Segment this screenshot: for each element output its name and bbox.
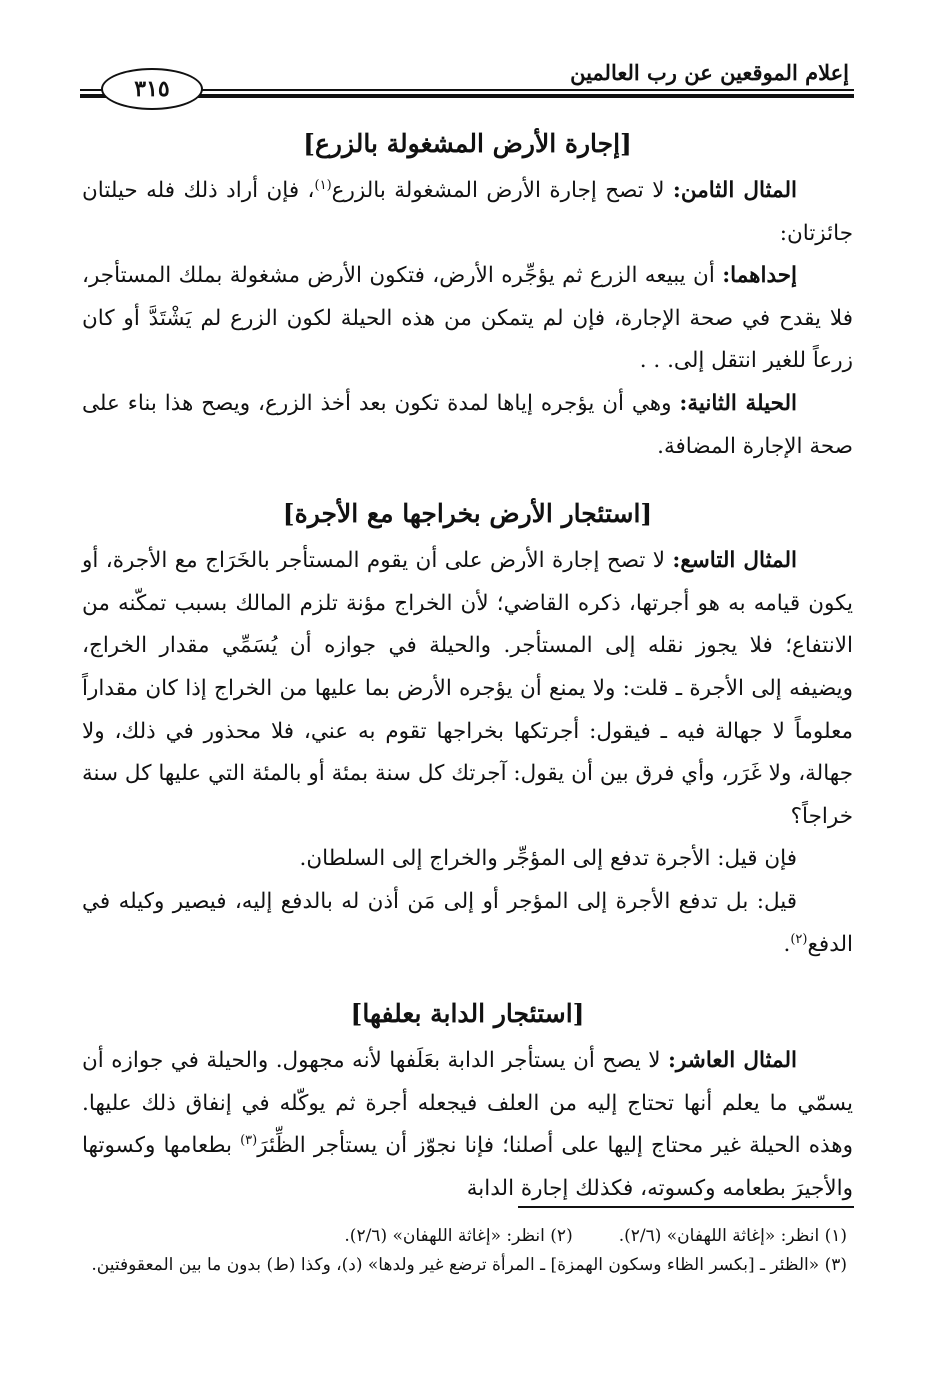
- footnote-row: [86, 1222, 847, 1251]
- section-heading-land-with-crops: [إجارة الأرض المشغولة بالزرع]: [303, 129, 632, 158]
- paragraph-lead: إحداهما:: [722, 263, 797, 289]
- paragraph-lead: المثال العاشر:: [668, 1048, 797, 1074]
- paragraph-lead: المثال التاسع:: [672, 548, 798, 574]
- paragraph-text-tail: ، فإن أراد ذلك فله حيلتان جائزتان:: [82, 178, 853, 246]
- footnote-ref-1[interactable]: (١): [314, 177, 332, 193]
- paragraph-example-8: [82, 170, 853, 255]
- footnote-2: (٢) انظر: «إغاثة اللهفان» (٢/٦).: [344, 1226, 573, 1246]
- paragraph-text: لا تصح إجارة الأرض المشغولة بالزرع: [331, 178, 673, 203]
- running-title: إعلام الموقعين عن رب العالمين: [570, 60, 849, 85]
- paragraph-reply: [82, 881, 853, 966]
- paragraph-text: قيل: بل تدفع الأجرة إلى المؤجر أو إلى مَن أذن له بالدفع إليه، فيصير وكيله في الدفع: [82, 888, 853, 957]
- paragraph-text: وهي أن يؤجره إياها لمدة تكون بعد أخذ الزرع، ويصح هذا بناء على صحة الإجارة المضافة.: [82, 390, 853, 459]
- paragraph-second-trick: [82, 383, 853, 468]
- paragraph-text-tail: .: [783, 931, 791, 957]
- paragraph-text: أن يبيعه الزرع ثم يؤجِّره الأرض، فتكون الأرض مشغولة بملك المستأجر، فلا يقدح في صحة الإجارة، فإن لم يتمكن من هذه الحيلة لكون الزرع لم يَشْتَدَّ أو كان زرعاً للغير انتقل إلى. . .: [82, 263, 853, 374]
- main-text: [82, 118, 853, 1210]
- paragraph-lead: المثال الثامن:: [672, 178, 797, 203]
- footnote-3: (٣) «الظئر ـ [بكسر الظاء وسكون الهمزة] ـ المرأة ترضع غير ولدها» (د)، وكذا (ط) بدون ما بين المعقوفتين.: [91, 1255, 847, 1275]
- paragraph-example-9: [82, 540, 853, 838]
- paragraph-text: لا تصح إجارة الأرض على أن يقوم المستأجر بالخَرَاج مع الأجرة، أو يكون قيامه به هو أجرتها، ذكره القاضي؛ لأن الخراج مؤنة تلزم المالك بسبب تمكّنه من الانتفاع؛ فلا يجوز نقله إلى المستأجر. والحيلة في جوازه أن يُسَمِّي مقدار الخراج، ويضيفه إلى الأجرة ـ قلت: ولا يمنع أن يؤجره الأرض بما عليها من الخراج إذا كان مقداراً معلوماً لا جهالة فيه ـ فيقول: أجرتكها بخراجها تقوم به عني، فلا محذور في ذلك، ولا جهالة، ولا غَرَر، وأي فرق بين أن يقول: آجرتك كل سنة بمئة أو بالمئة التي عليها كل سنة خراجاً؟: [82, 548, 853, 829]
- paragraph-lead: الحيلة الثانية:: [679, 390, 797, 416]
- footnotes: [86, 1222, 847, 1280]
- page-number: ٣١٥: [101, 68, 203, 110]
- paragraph-first-trick: [82, 255, 853, 383]
- footnote-1: (١) انظر: «إغاثة اللهفان» (٢/٦).: [618, 1226, 847, 1246]
- paragraph-example-10: [82, 1040, 853, 1210]
- paragraph-objection: فإن قيل: الأجرة تدفع إلى المؤجِّر والخراج إلى السلطان.: [299, 846, 797, 872]
- footnote-ref-3[interactable]: (٣): [240, 1133, 258, 1149]
- footnote-ref-2[interactable]: (٢): [790, 931, 808, 947]
- footnote-separator: [518, 1206, 854, 1208]
- section-heading-animal-fodder: [استئجار الدابة بعلفها]: [350, 999, 585, 1029]
- paragraph-text: لا يصح أن يستأجر الدابة بعَلَفها لأنه مجهول. والحيلة في جوازه أن يسمّي ما يعلم أنها تحتاج إليه من العلف فيجعله أجرة ثم يوكّله في إنفاق ذلك عليها. وهذه الحيلة غير محتاج إليها على أصلنا؛ فإنا نجوّز أن يستأجر الظِّئرَ: [82, 1048, 854, 1159]
- section-heading-land-with-tax: [استئجار الأرض بخراجها مع الأجرة]: [282, 499, 653, 529]
- paragraph-text-tail: بطعامها وكسوتها والأجيرَ بطعامه وكسوته، فكذلك إجارة الدابة: [82, 1133, 853, 1201]
